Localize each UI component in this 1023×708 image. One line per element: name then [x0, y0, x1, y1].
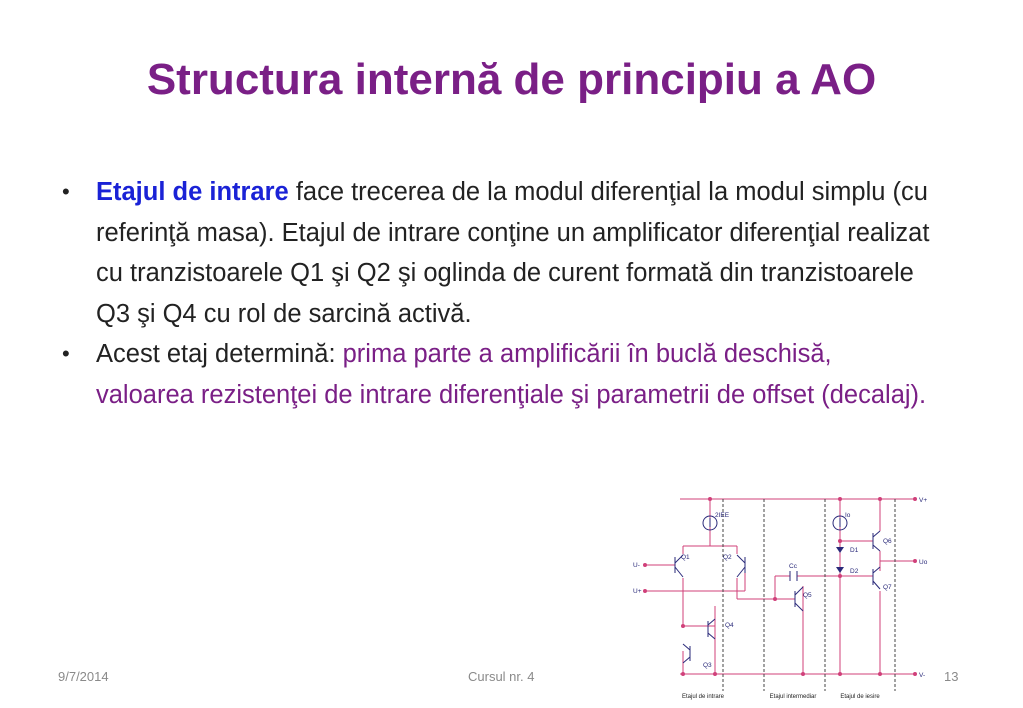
bullet-highlight: Etajul de intrare	[96, 178, 289, 206]
label-d1: D1	[850, 547, 859, 554]
label-q7: Q7	[883, 584, 892, 591]
stage-label-input: Etajul de intrare	[681, 694, 725, 700]
label-u-plus: U+	[633, 588, 642, 595]
footer-course: Cursul nr. 4	[468, 669, 535, 684]
bullet-dot: •	[62, 179, 70, 204]
label-q2: Q2	[723, 554, 732, 561]
slide-body	[62, 172, 932, 415]
footer-page-number: 13	[944, 669, 959, 684]
label-q4: Q4	[725, 622, 734, 629]
label-d2: D2	[850, 568, 859, 575]
stage-label-intermediate: Etajul intermediar	[769, 694, 817, 700]
bullet-item	[62, 334, 932, 415]
label-cc: Cc	[789, 563, 797, 570]
label-io: Io	[845, 512, 851, 519]
stage-label-output: Etajul de iesire	[840, 694, 880, 700]
label-iee: 2IEE	[715, 512, 730, 519]
label-q5: Q5	[803, 592, 812, 599]
bullet-text: face trecerea de la modul diferenţial la modul simplu (cu referinţă masa). Etajul de intrare conţine un amplificator diferenţial realizat cu tranzistoarele Q1 şi Q2 şi oglinda de curent formată din tranzistoarele Q3 şi Q4 cu rol de sarcină activă.	[96, 178, 930, 328]
label-q3: Q3	[703, 662, 712, 669]
label-u-minus: U-	[633, 562, 640, 569]
label-uo: Uo	[919, 559, 928, 566]
op-amp-circuit-diagram	[625, 491, 940, 706]
label-q6: Q6	[883, 538, 892, 545]
label-q1: Q1	[681, 554, 690, 561]
label-v-minus: V-	[919, 672, 926, 679]
bullet-dot: •	[62, 341, 70, 366]
bullet-text: Acest etaj determină:	[96, 340, 343, 368]
bullet-item	[62, 172, 932, 334]
bullet-highlight: prima parte a amplificării în buclă deschisă, valoarea rezistenţei de intrare diferenţiale şi parametrii de offset (decalaj).	[96, 340, 927, 409]
footer-date: 9/7/2014	[58, 669, 109, 684]
slide-title: Structura internă de principiu a AO	[146, 55, 877, 104]
label-v-plus: V+	[919, 497, 928, 504]
